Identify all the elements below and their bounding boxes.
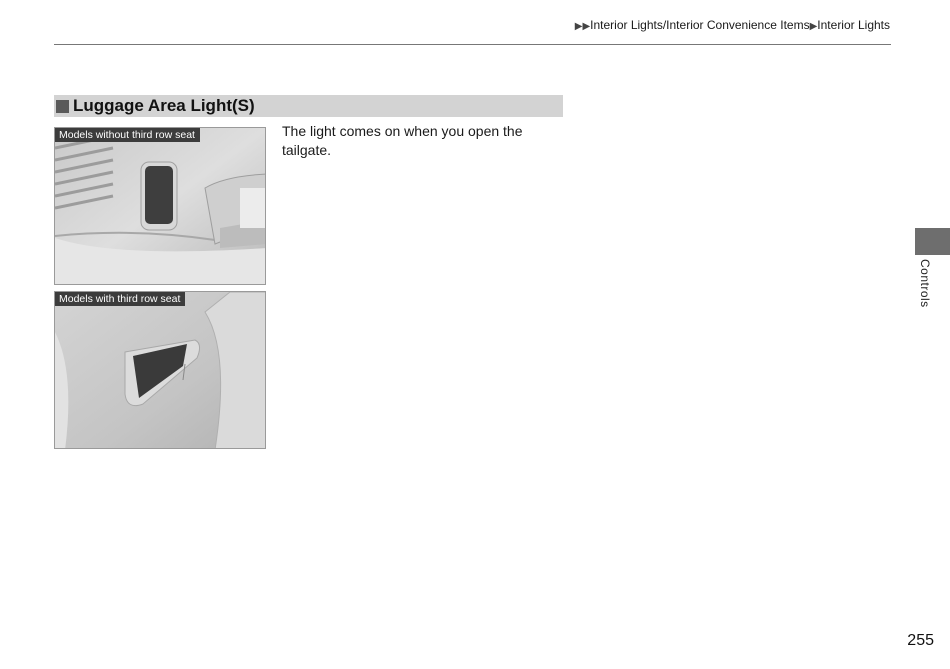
- chapter-tab[interactable]: [915, 228, 950, 255]
- figure-caption: Models without third row seat: [55, 128, 200, 142]
- luggage-light-illustration-1: [55, 128, 266, 285]
- breadcrumb: [575, 18, 890, 32]
- breadcrumb-item-interior-lights[interactable]: Interior Lights: [817, 18, 890, 32]
- breadcrumb-arrow-icon: ▶▶: [574, 21, 591, 32]
- section-title: Luggage Area Light(S): [73, 96, 255, 115]
- figure-without-third-row: [54, 127, 266, 285]
- chapter-label[interactable]: Controls: [918, 259, 932, 308]
- figure-caption: Models with third row seat: [55, 292, 185, 306]
- body-text: The light comes on when you open the tailgate.: [282, 123, 523, 158]
- header-divider: [54, 44, 891, 45]
- figure-with-third-row: [54, 291, 266, 449]
- page-number: 255: [907, 632, 934, 649]
- breadcrumb-arrow-icon: ▶: [809, 21, 818, 32]
- breadcrumb-item-interior-convenience[interactable]: Interior Lights/Interior Convenience Items: [590, 18, 810, 32]
- section-marker-icon: [56, 100, 69, 113]
- section-header: [54, 95, 563, 117]
- luggage-light-illustration-2: [55, 292, 266, 449]
